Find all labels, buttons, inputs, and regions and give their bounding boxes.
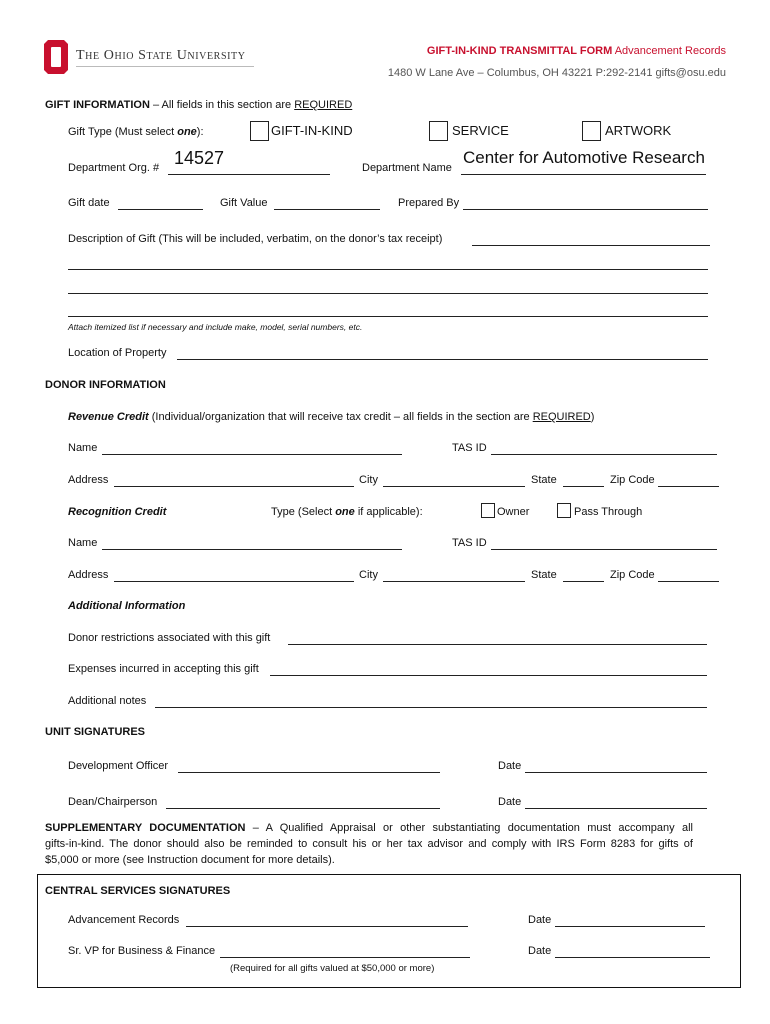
revenue-tas-label: TAS ID — [452, 442, 487, 454]
recognition-tas-label: TAS ID — [452, 537, 487, 549]
recognition-name-label: Name — [68, 537, 98, 549]
revenue-name-field[interactable] — [102, 454, 402, 455]
owner-checkbox[interactable] — [481, 503, 495, 518]
adv-records-date-field[interactable] — [555, 926, 705, 927]
revenue-credit-line: Revenue Credit (Individual/organization that will receive tax credit – all fields in the section are REQUIRED) — [68, 411, 595, 423]
dept-org-line — [168, 174, 330, 175]
service-checkbox[interactable] — [429, 121, 448, 141]
artwork-option: ARTWORK — [605, 123, 672, 138]
location-label: Location of Property — [68, 347, 167, 359]
dev-officer-date-label: Date — [498, 760, 522, 772]
service-option: SERVICE — [452, 123, 509, 138]
dev-officer-label: Development Officer — [68, 760, 169, 772]
dean-date-field[interactable] — [525, 808, 707, 809]
adv-records-signature-field[interactable] — [186, 926, 468, 927]
sr-vp-label: Sr. VP for Business & Finance — [68, 945, 216, 957]
dev-officer-date-field[interactable] — [525, 772, 707, 773]
notes-label: Additional notes — [68, 695, 147, 707]
revenue-zip-label: Zip Code — [610, 474, 655, 486]
expenses-field[interactable] — [270, 675, 707, 676]
description-line-3[interactable] — [68, 293, 708, 294]
recognition-address-field[interactable] — [114, 581, 354, 582]
location-field[interactable] — [177, 359, 708, 360]
dean-signature-field[interactable] — [166, 808, 440, 809]
gift-type-label: Gift Type (Must select one): — [68, 126, 204, 138]
prepared-by-field[interactable] — [463, 209, 708, 210]
logo-underline — [76, 66, 254, 67]
dean-label: Dean/Chairperson — [68, 796, 158, 808]
revenue-zip-field[interactable] — [658, 486, 719, 487]
unit-signatures-heading: UNIT SIGNATURES — [45, 726, 146, 738]
prepared-by-label: Prepared By — [398, 197, 460, 209]
restrictions-field[interactable] — [288, 644, 707, 645]
adv-records-date-label: Date — [528, 914, 552, 926]
dev-officer-signature-field[interactable] — [178, 772, 440, 773]
notes-field[interactable] — [155, 707, 707, 708]
supplementary-documentation: SUPPLEMENTARY DOCUMENTATION – A Qualified Appraisal or other substantiating documentation must accompany all gifts-in-kind. The donor should also be reminded to consult his or her tax advisor and comply with IRS Form 8283 for gifts of $5,000 or more (see Instruction document for more details). — [45, 822, 694, 866]
adv-records-label: Advancement Records — [68, 914, 180, 926]
recognition-state-field[interactable] — [563, 581, 604, 582]
sr-vp-note: (Required for all gifts valued at $50,000 or more) — [230, 963, 435, 974]
expenses-label: Expenses incurred in accepting this gift — [68, 663, 259, 675]
description-label: Description of Gift (This will be included, verbatim, on the donor’s tax receipt) — [68, 233, 443, 245]
revenue-state-field[interactable] — [563, 486, 604, 487]
recognition-city-label: City — [359, 569, 378, 581]
dept-name-line — [461, 174, 706, 175]
gift-value-label: Gift Value — [220, 197, 268, 209]
dept-org-label: Department Org. # — [68, 162, 160, 174]
artwork-checkbox[interactable] — [582, 121, 601, 141]
recognition-tas-field[interactable] — [491, 549, 717, 550]
attach-note: Attach itemized list if necessary and include make, model, serial numbers, etc. — [68, 322, 363, 332]
dept-org-field[interactable]: 14527 — [174, 148, 225, 168]
recognition-city-field[interactable] — [383, 581, 525, 582]
dept-name-field[interactable]: Center for Automotive Research — [463, 148, 705, 167]
gift-in-kind-option: GIFT-IN-KIND — [271, 123, 353, 138]
sr-vp-signature-field[interactable] — [220, 957, 470, 958]
donor-info-heading: DONOR INFORMATION — [45, 379, 166, 391]
description-field[interactable] — [472, 245, 710, 246]
revenue-address-label: Address — [68, 474, 109, 486]
recognition-zip-label: Zip Code — [610, 569, 655, 581]
gift-date-field[interactable] — [118, 209, 203, 210]
description-line-4[interactable] — [68, 316, 708, 317]
restrictions-label: Donor restrictions associated with this gift — [68, 632, 271, 644]
central-services-heading: CENTRAL SERVICES SIGNATURES — [45, 885, 231, 897]
owner-label: Owner — [497, 506, 530, 518]
recognition-name-field[interactable] — [102, 549, 402, 550]
form-department: Advancement Records — [614, 45, 726, 57]
additional-info-heading: Additional Information — [68, 600, 186, 612]
revenue-tas-field[interactable] — [491, 454, 717, 455]
gift-info-heading: GIFT INFORMATION – All fields in this section are REQUIRED — [45, 99, 353, 111]
revenue-address-field[interactable] — [114, 486, 354, 487]
sr-vp-date-label: Date — [528, 945, 552, 957]
form-title: GIFT-IN-KIND TRANSMITTAL FORM — [426, 45, 613, 57]
description-line-2[interactable] — [68, 269, 708, 270]
revenue-name-label: Name — [68, 442, 98, 454]
revenue-city-label: City — [359, 474, 378, 486]
pass-through-checkbox[interactable] — [557, 503, 571, 518]
recognition-address-label: Address — [68, 569, 109, 581]
recognition-zip-field[interactable] — [658, 581, 719, 582]
contact-address: 1480 W Lane Ave – Columbus, OH 43221 P:292-2141 gifts@osu.edu — [387, 67, 726, 79]
form-title-line — [427, 45, 726, 57]
recognition-type-label: Type (Select one if applicable): — [271, 506, 423, 518]
gift-date-label: Gift date — [68, 197, 110, 209]
dean-date-label: Date — [498, 796, 522, 808]
university-name: The Ohio State University — [76, 48, 246, 63]
gift-in-kind-checkbox[interactable] — [250, 121, 269, 141]
osu-block-o-logo-icon — [44, 40, 68, 74]
dept-name-label: Department Name — [362, 162, 452, 174]
gift-value-field[interactable] — [274, 209, 380, 210]
recognition-credit-label: Recognition Credit — [68, 506, 167, 518]
recognition-state-label: State — [531, 569, 557, 581]
pass-through-label: Pass Through — [574, 506, 643, 518]
revenue-state-label: State — [531, 474, 557, 486]
revenue-city-field[interactable] — [383, 486, 525, 487]
sr-vp-date-field[interactable] — [555, 957, 710, 958]
